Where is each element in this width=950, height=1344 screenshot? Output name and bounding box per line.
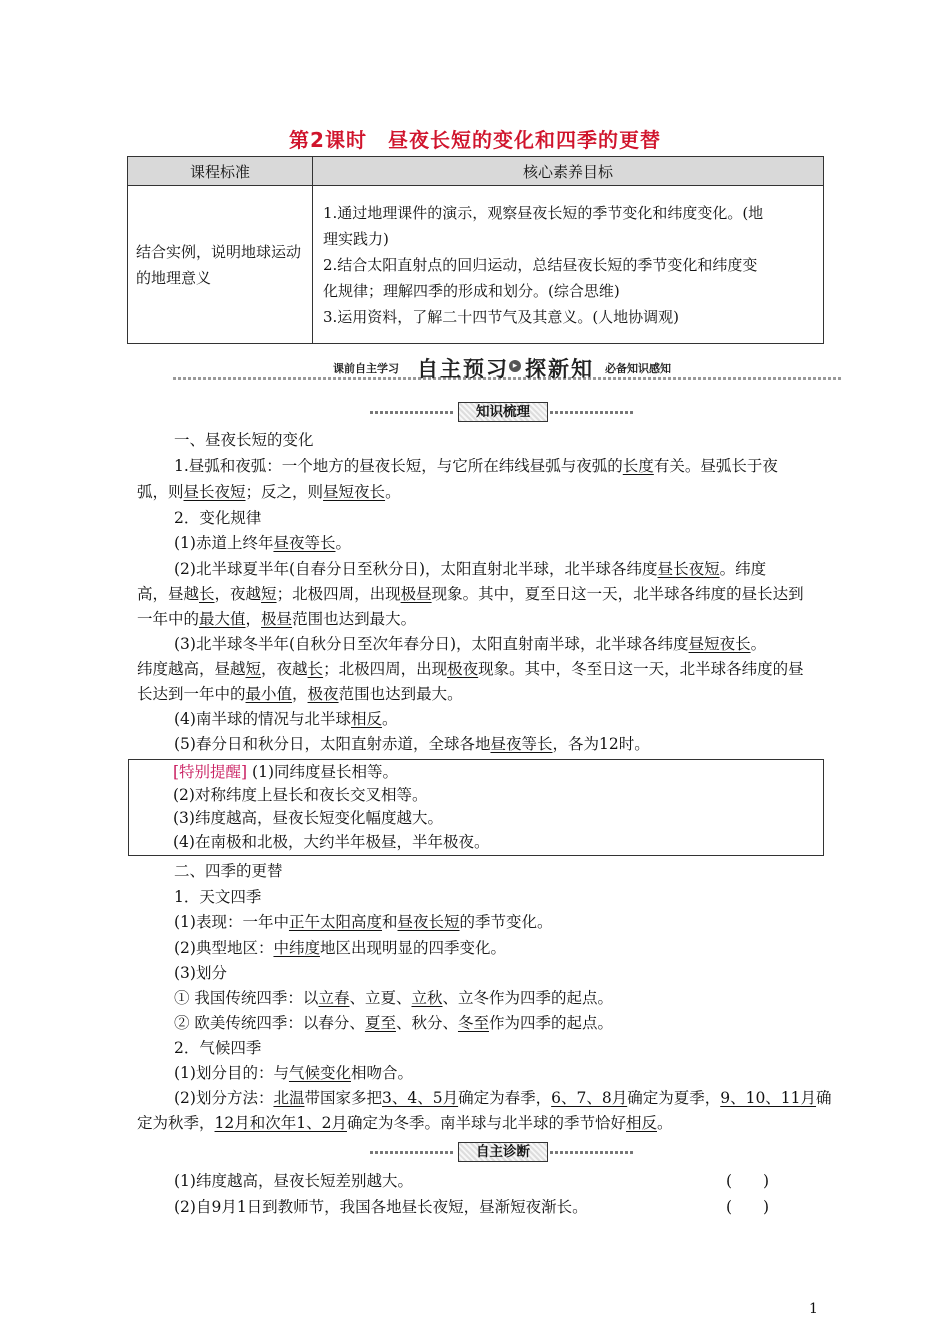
answer-blank-2[interactable]: ( ): [726, 1198, 770, 1216]
paragraph-line: (2)北半球夏半年(自春分日至秋分日)，太阳直射北半球，北半球各纬度昼长夜短。纬度: [174, 560, 767, 578]
special-note-box: [128, 759, 824, 856]
goal-line: 理实践力): [323, 229, 389, 248]
goals-cell: [313, 186, 824, 344]
goal-line: 2.结合太阳直射点的回归运动，总结昼夜长短的季节变化和纬度变: [323, 255, 758, 274]
section-1-heading: 一、昼夜长短的变化: [174, 431, 314, 449]
standards-table: [127, 156, 824, 344]
paragraph-line: 1．天文四季: [174, 888, 262, 906]
paragraph-line: (5)春分日和秋分日，太阳直射赤道，全球各地昼夜等长，各为12时。: [174, 735, 650, 753]
paragraph-line: 2．变化规律: [174, 509, 262, 527]
tag-line-right: [550, 1151, 635, 1154]
tag-line-right: [550, 411, 635, 414]
goal-line: 化规律；理解四季的形成和划分。(综合思维): [323, 281, 620, 300]
note-line: (2)对称纬度上昼长和夜长交叉相等。: [173, 786, 428, 804]
section-banner: [173, 352, 841, 384]
paragraph-line: (1)划分目的：与气候变化相吻合。: [174, 1064, 413, 1082]
knowledge-tag: [0, 401, 950, 421]
paragraph-line: ① 我国传统四季：以立春、立夏、立秋、立冬作为四季的起点。: [174, 989, 613, 1007]
note-line: [特别提醒] (1)同纬度昼长相等。: [173, 763, 399, 781]
arrow-icon: ▸: [509, 360, 521, 372]
paragraph-line: 弧，则昼长夜短；反之，则昼短夜长。: [137, 483, 401, 501]
paragraph-line: (1)赤道上终年昼夜等长。: [174, 534, 351, 552]
banner-title-1: 自主预习: [417, 357, 509, 381]
page-title: 第2课时 昼夜长短的变化和四季的更替: [289, 128, 661, 152]
paragraph-line: (4)南半球的情况与北半球相反。: [174, 710, 398, 728]
table-header-goals: 核心素养目标: [313, 157, 824, 186]
answer-blank-1[interactable]: ( ): [726, 1172, 770, 1190]
paragraph-line: (1)表现：一年中正午太阳高度和昼夜长短的季节变化。: [174, 913, 553, 931]
question-2: (2)自9月1日到教师节，我国各地昼长夜短，昼渐短夜渐长。: [174, 1198, 588, 1216]
paragraph-line: (2)典型地区：中纬度地区出现明显的四季变化。: [174, 939, 506, 957]
paragraph-line: 2．气候四季: [174, 1039, 262, 1057]
goal-line: 1.通过地理课件的演示，观察昼夜长短的季节变化和纬度变化。(地: [323, 203, 764, 222]
goal-line: 3.运用资料，了解二十四节气及其意义。(人地协调观): [323, 307, 680, 326]
note-label: [特别提醒]: [173, 763, 248, 781]
diagnosis-tag-label: 自主诊断: [458, 1142, 548, 1162]
banner-right-label: 必备知识感知: [605, 362, 671, 375]
tag-line-left: [370, 411, 455, 414]
paragraph-line: 纬度越高，昼越短，夜越长；北极四周，出现极夜现象。其中，冬至日这一天，北半球各纬度的昼: [137, 660, 804, 678]
paragraph-line: 长达到一年中的最小值，极夜范围也达到最大。: [137, 685, 463, 703]
question-1: (1)纬度越高，昼夜长短差别越大。: [174, 1172, 413, 1190]
note-line: (3)纬度越高，昼夜长短变化幅度越大。: [173, 809, 443, 827]
paragraph-line: (3)北半球冬半年(自秋分日至次年春分日)，太阳直射南半球，北半球各纬度昼短夜长。: [174, 635, 767, 653]
knowledge-tag-label: 知识梳理: [458, 402, 548, 422]
paragraph-line: ② 欧美传统四季：以春分、夏至、秋分、冬至作为四季的起点。: [174, 1014, 613, 1032]
table-header-standard: 课程标准: [128, 157, 313, 186]
banner-title-2: 探新知: [525, 357, 594, 381]
paragraph-line: 一年中的最大值，极昼范围也达到最大。: [137, 610, 417, 628]
paragraph-line: 高，昼越长，夜越短；北极四周，出现极昼现象。其中，夏至日这一天，北半球各纬度的昼长达到: [137, 585, 804, 603]
standard-cell: 结合实例，说明地球运动的地理意义: [128, 186, 313, 344]
tag-line-left: [370, 1151, 455, 1154]
section-2-heading: 二、四季的更替: [174, 862, 283, 880]
note-line: (4)在南极和北极，大约半年极昼，半年极夜。: [173, 833, 490, 851]
paragraph-line: 定为秋季，12月和次年1、2月确定为冬季。南半球与北半球的季节恰好相反。: [137, 1114, 673, 1132]
paragraph-line: (2)划分方法：北温带国家多把3、4、5月确定为春季，6、7、8月确定为夏季，9、10、11月确: [174, 1089, 832, 1107]
paragraph-line: (3)划分: [174, 964, 227, 982]
diagnosis-tag: [0, 1141, 950, 1161]
page-number: 1: [809, 1301, 818, 1317]
paragraph-line: 1.昼弧和夜弧：一个地方的昼夜长短，与它所在纬线昼弧与夜弧的长度有关。昼弧长于夜: [174, 457, 778, 475]
banner-left-label: 课前自主学习: [333, 362, 399, 375]
